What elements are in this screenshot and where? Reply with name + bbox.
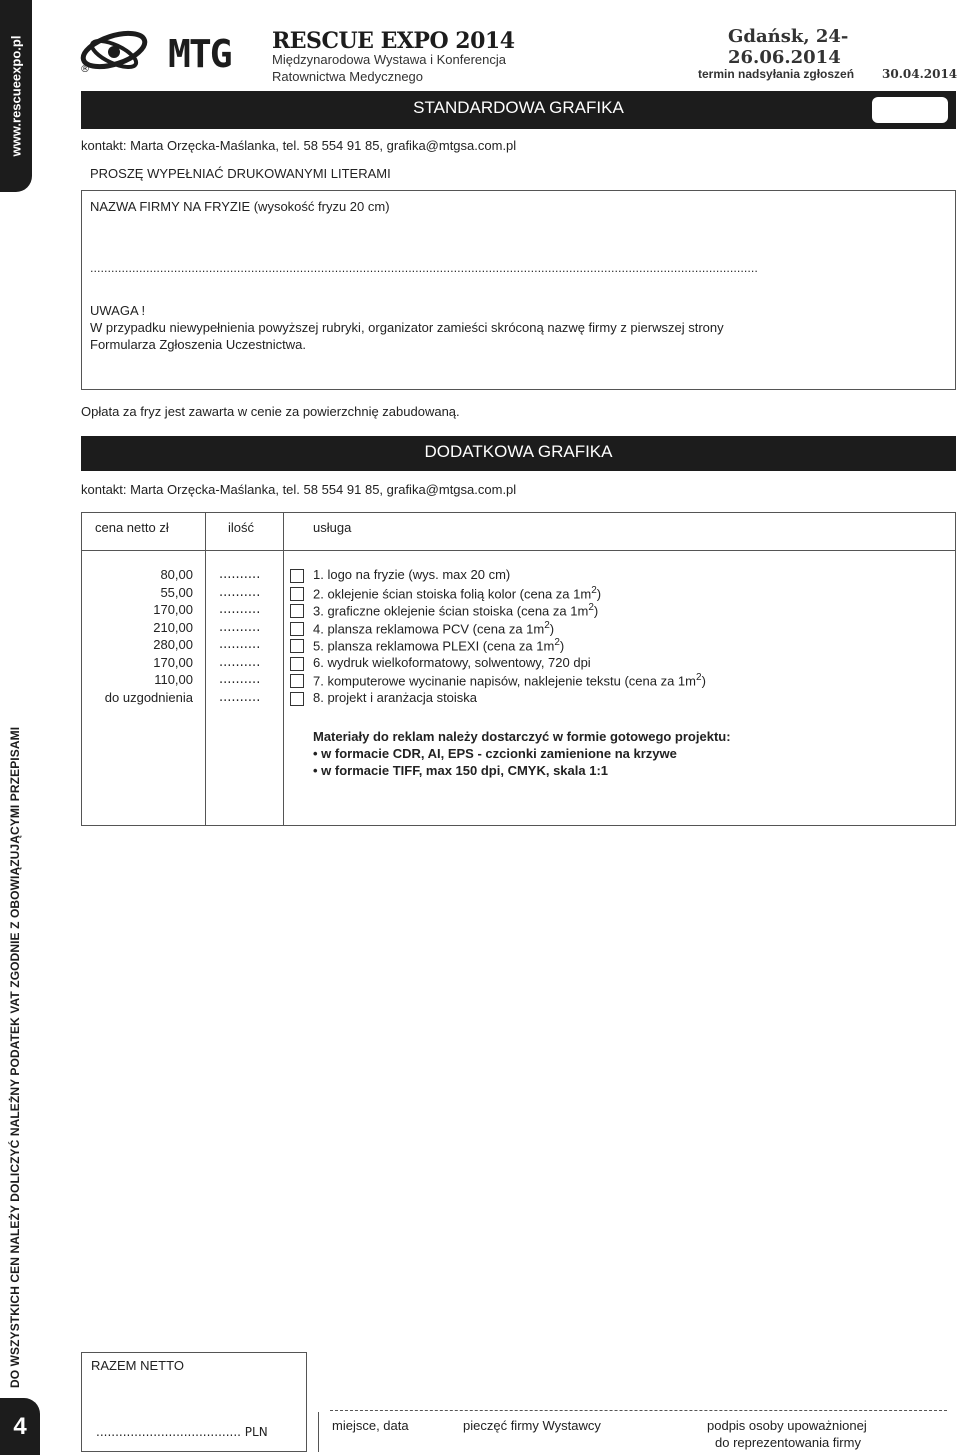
col-price-header: cena netto zł — [95, 520, 169, 535]
currency: PLN — [244, 1425, 268, 1439]
warning-title: UWAGA ! — [90, 303, 146, 318]
additional-graphics-title: DODATKOWA GRAFIKA — [424, 442, 613, 461]
service-label: 6. wydruk wielkoformatowy, solwentowy, 720 dpi — [313, 654, 591, 670]
frieze-box — [81, 190, 956, 390]
service-checkbox[interactable] — [290, 604, 304, 618]
additional-graphics-bar — [81, 436, 956, 471]
page-number: 4 — [0, 1398, 40, 1455]
row-price: do uzgodnienia — [104, 689, 193, 705]
frieze-name-input[interactable]: ............................................................................................................................................................................................... — [90, 262, 758, 275]
service-label: 4. plansza reklamowa PCV (cena za $1m^2$) — [313, 619, 555, 636]
signature-label-2: do reprezentowania firmy — [715, 1435, 861, 1450]
signature-dashed-line — [330, 1410, 947, 1411]
qty-input[interactable]: .......... — [219, 654, 261, 670]
row-price: 170,00 — [153, 654, 193, 670]
event-subtitle-1: Międzynarodowa Wystawa i Konferencja — [272, 52, 506, 67]
city-dates: Gdańsk, 24-26.06.2014 — [728, 26, 849, 68]
service-label: 7. komputerowe wycinanie napisów, naklejenie tekstu (cena za $1m^2$) — [313, 672, 706, 689]
service-checkbox[interactable] — [290, 587, 304, 601]
service-label: 8. projekt i aranżacja stoiska — [313, 689, 478, 705]
mtg-logo — [80, 24, 260, 84]
total-value-input[interactable]: ...................................... PLN — [96, 1425, 268, 1439]
col-service-header: usługa — [313, 520, 352, 535]
stamp-label: pieczęć firmy Wystawcy — [463, 1418, 601, 1433]
materials-item-1: • w formacie CDR, AI, EPS - czcionki zamienione na krzywe — [313, 746, 677, 761]
warning-line-1: W przypadku niewypełnienia powyższej rubryki, organizator zamieści skróconą nazwę firmy z pierwszej strony — [90, 320, 724, 335]
standard-contact: kontakt: Marta Orzęcka-Maślanka, tel. 58 554 91 85, grafika@mtgsa.com.pl — [81, 138, 517, 153]
qty-input[interactable]: .......... — [219, 567, 261, 582]
qty-input[interactable]: .......... — [219, 637, 261, 652]
vat-note: DO WSZYSTKICH CEN NALEŻY DOLICZYĆ NALEŻNY PODATEK VAT ZGODNIE Z OBOWIĄZUJĄCYMI PRZEPISAMI — [8, 726, 22, 1388]
warning-line-2: Formularza Zgłoszenia Uczestnictwa. — [90, 337, 307, 352]
service-label: 3. graficzne oklejenie ścian stoiska (cena za $1m^2$) — [313, 602, 599, 619]
standard-graphics-bar — [81, 91, 956, 129]
qty-input[interactable]: .......... — [219, 672, 261, 687]
row-price: 80,00 — [160, 567, 193, 582]
col-qty-header: ilość — [228, 520, 255, 535]
row-price: 280,00 — [153, 637, 193, 652]
qty-input[interactable]: .......... — [219, 619, 261, 635]
event-subtitle-2: Ratownictwa Medycznego — [272, 69, 424, 84]
additional-contact: kontakt: Marta Orzęcka-Maślanka, tel. 58 554 91 85, grafika@mtgsa.com.pl — [81, 482, 517, 497]
row-price: 110,00 — [154, 672, 193, 687]
place-date-label: miejsce, data — [332, 1418, 409, 1433]
logo-text: MTG — [168, 32, 231, 76]
service-checkbox[interactable] — [290, 674, 304, 688]
service-checkbox[interactable] — [290, 639, 304, 653]
service-checkbox[interactable] — [290, 622, 304, 636]
table-header-divider — [81, 550, 956, 551]
service-label: 1. logo na fryzie (wys. max 20 cm) — [313, 567, 511, 582]
standard-graphics-title: STANDARDOWA GRAFIKA — [413, 98, 624, 117]
qty-input[interactable]: .......... — [219, 584, 261, 600]
form-code-field[interactable] — [872, 97, 948, 123]
row-price: 170,00 — [153, 602, 193, 617]
side-url: www.rescueexpo.pl — [8, 35, 24, 157]
total-label: RAZEM NETTO — [91, 1358, 184, 1373]
col-divider-2 — [283, 512, 284, 826]
frieze-label: NAZWA FIRMY NA FRYZIE (wysokość fryzu 20 cm) — [90, 199, 390, 214]
qty-input[interactable]: .......... — [219, 689, 261, 705]
deadline-label: termin nadsyłania zgłoszeń — [698, 67, 855, 81]
qty-input[interactable]: .......... — [219, 602, 261, 617]
side-url-tab — [0, 0, 32, 192]
event-title: RESCUE EXPO 2014 — [272, 28, 515, 54]
materials-item-2: • w formacie TIFF, max 150 dpi, CMYK, skala 1:1 — [313, 763, 608, 778]
row-price: 55,00 — [160, 584, 193, 600]
service-label: 5. plansza reklamowa PLEXI (cena za $1m^2$) — [313, 637, 565, 654]
signature-label-1: podpis osoby upoważnionej — [707, 1418, 867, 1433]
service-checkbox[interactable] — [290, 692, 304, 706]
row-price: 210,00 — [153, 619, 193, 635]
caps-note: PROSZĘ WYPEŁNIAĆ DRUKOWANYMI LITERAMI — [90, 166, 391, 181]
registered-mark: ® — [80, 64, 90, 75]
col-divider-1 — [205, 512, 206, 826]
fee-note: Opłata za fryz jest zawarta w cenie za powierzchnię zabudowaną. — [81, 404, 460, 419]
service-label: 2. oklejenie ścian stoiska folią kolor (cena za $1m^2$) — [313, 584, 602, 601]
deadline-value: 30.04.2014 — [882, 67, 958, 81]
service-checkbox[interactable] — [290, 569, 304, 583]
service-checkbox[interactable] — [290, 657, 304, 671]
signature-divider — [318, 1412, 319, 1452]
materials-title: Materiały do reklam należy dostarczyć w formie gotowego projektu: — [313, 729, 731, 744]
